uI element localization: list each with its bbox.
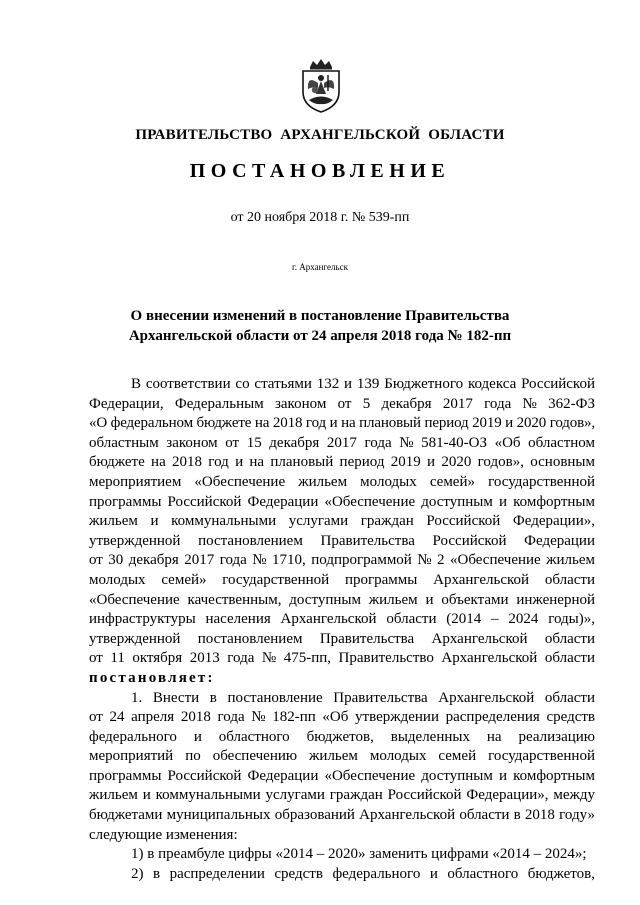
subject-line-1: О внесении изменений в постановление Правительства <box>130 308 510 324</box>
item-1-line: бюджетами муниципальных образований Архангельской области в 2018 году» <box>89 807 595 824</box>
subitem-1-line: 1) в преамбуле цифры «2014 – 2020» заменить цифрами «2014 – 2024»; <box>131 846 587 863</box>
body-line: «О федеральном бюджете на 2018 год и на плановый период 2019 и 2020 годов», <box>89 415 596 432</box>
decree-word-line <box>89 669 595 689</box>
body-line: жильем и коммунальными услугами граждан Российской Федерации», <box>89 513 595 530</box>
government-heading <box>0 127 640 144</box>
item-1-line: 1. Внести в постановление Правительства Архангельской области <box>131 689 595 706</box>
body-line: Федерации, Федеральным законом от 5 декабря 2017 года № 362-ФЗ <box>89 395 595 412</box>
subject-line-2: Архангельской области от 24 апреля 2018 года № 182-пп <box>128 328 512 344</box>
date-number-line: от 20 ноября 2018 г. № 539-пп <box>230 210 410 225</box>
body-line: утвержденной постановлением Правительства Архангельской области <box>89 630 595 647</box>
body-line: областным законом от 15 декабря 2017 года № 581-40-ОЗ «Об областном <box>89 434 595 451</box>
body-line: В соответствии со статьями 132 и 139 Бюджетного кодекса Российской <box>131 376 595 392</box>
subitem-2-line: 2) в распределении средств федерального и областного бюджетов, <box>131 865 595 882</box>
body-line: от 11 октября 2013 года № 475-пп, Правительство Архангельской области <box>89 650 595 667</box>
body-text <box>89 375 595 884</box>
body-line: молодых семей» государственной программы Архангельской области <box>89 571 595 588</box>
body-line: программы Российской Федерации «Обеспечение доступным и комфортным <box>89 493 595 510</box>
city-line: г. Архангельск <box>292 262 348 272</box>
item-1-line: программы Российской Федерации «Обеспечение доступным и комфортным <box>89 767 595 784</box>
item-1-line: жильем и коммунальными услугами граждан Российской Федерации», между <box>89 787 595 804</box>
item-1-line: мероприятий по обеспечению жильем молодых семей государственной <box>89 748 595 765</box>
body-line: бюджете на 2018 год и на плановый период 2019 и 2020 годов», основным <box>89 454 595 471</box>
body-line: от 30 декабря 2017 года № 1710, подпрограммой № 2 «Обеспечение жильем <box>89 552 596 569</box>
item-1-line: следующие изменения: <box>89 826 238 843</box>
decree-word: постановляет: <box>89 669 215 686</box>
gov-word-3: ОБЛАСТИ <box>428 127 505 143</box>
coat-of-arms-icon <box>298 58 344 114</box>
subject-heading <box>60 306 580 346</box>
item-1-line: федерального и областного бюджетов, выделенных на реализацию <box>89 728 595 745</box>
body-line: «Обеспечение качественным, доступным жильем и объектами инженерной <box>89 591 595 608</box>
item-1-line: от 24 апреля 2018 года № 182-пп «Об утверждении распределения средств <box>89 709 595 726</box>
document-type-title: ПОСТАНОВЛЕНИЕ <box>189 160 451 182</box>
gov-word-1: ПРАВИТЕЛЬСТВО <box>135 127 273 143</box>
body-line: утвержденной постановлением Правительства Российской Федерации <box>89 532 595 549</box>
body-line: инфраструктуры населения Архангельской области (2014 – 2024 годы)», <box>89 611 595 628</box>
gov-word-2: АРХАНГЕЛЬСКОЙ <box>280 127 421 143</box>
body-line: мероприятием «Обеспечение жильем молодых семей» государственной <box>89 473 595 490</box>
